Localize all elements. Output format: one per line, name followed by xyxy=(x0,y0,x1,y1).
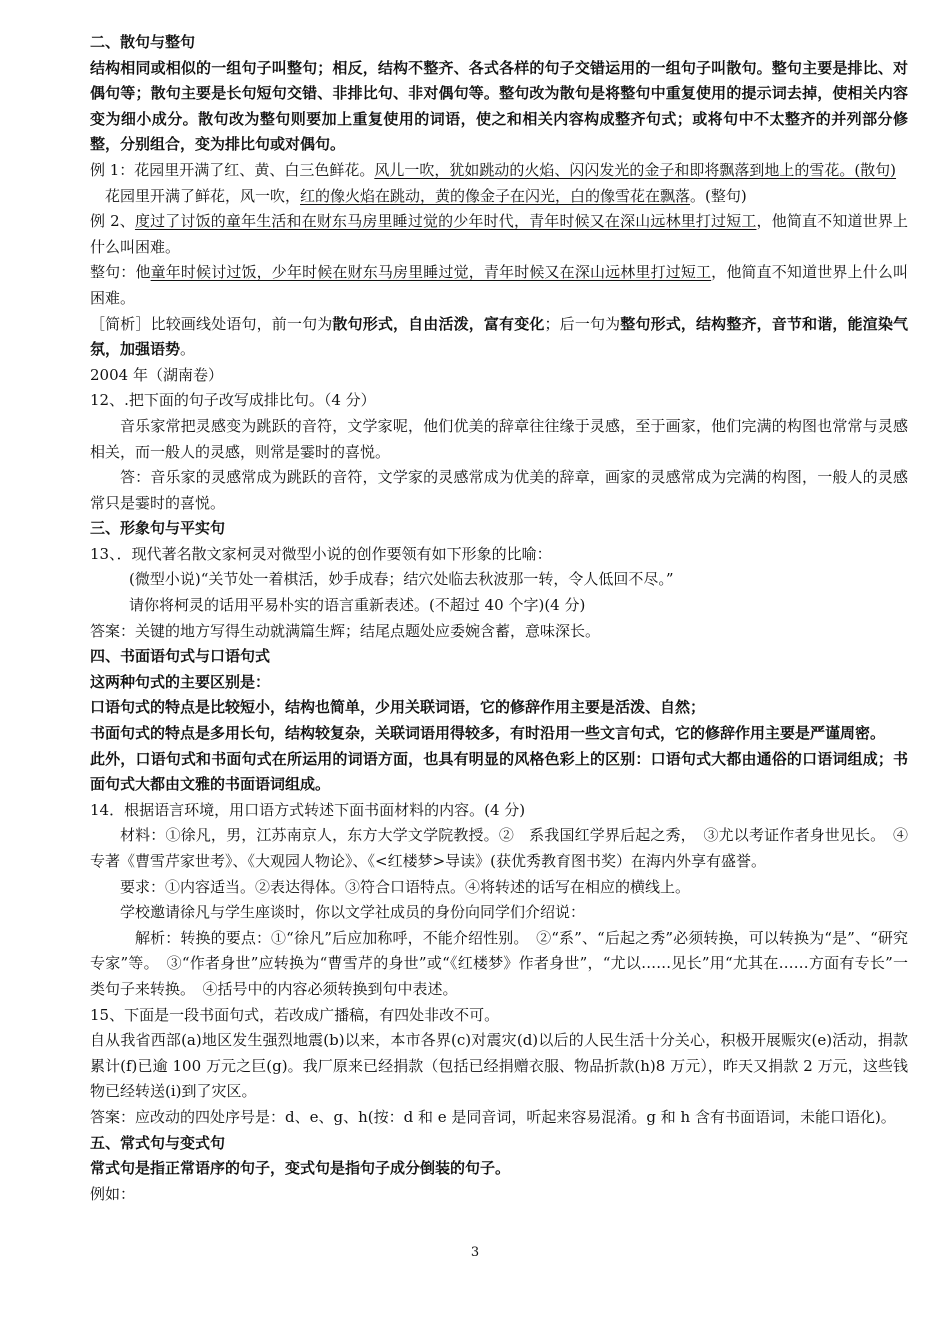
question-13: 13、．现代著名散文家柯灵对微型小说的创作要领有如下形象的比喻： xyxy=(90,544,552,563)
page-number: 3 xyxy=(470,1245,480,1260)
question-13-requirement: 请你将柯灵的话用平易朴实的语言重新表述。(不超过 40 个字)(4 分) xyxy=(129,596,586,615)
section-heading-2: 二、散句与整句 xyxy=(90,33,196,51)
document-page xyxy=(90,30,908,1207)
section-4-line-4: 此外，口语句式和书面句式在所运用的词语方面，也具有明显的风格色彩上的区别：口语句式大都由通俗的口语词组成；书面句式大都由文雅的书面语词组成。 xyxy=(90,749,908,794)
exam-year: 2004 年（湖南卷） xyxy=(90,365,223,384)
example-2-regular: 整句：他童年时候讨过饭，少年时候在财东马房里睡过觉，青年时候又在深山远林里打过短工，他简直不知道世界上什么叫困难。 xyxy=(90,263,908,307)
analysis-note: ［简析］比较画线处语句，前一句为散句形式，自由活泼，富有变化；后一句为整句形式，结构整齐，音节和谐，能渲染气氛，加强语势。 xyxy=(90,314,908,359)
question-12-answer: 答：音乐家的灵感常成为跳跃的音符，文学家的灵感常成为优美的辞章，画家的灵感常成为完满的构图，一般人的灵感常只是霎时的喜悦。 xyxy=(90,468,908,512)
question-13-quote: (微型小说)“关节处一着棋活，妙手成春；结穴处临去秋波那一转，令人低回不尽。” xyxy=(129,570,674,589)
section-heading-5: 五、常式句与变式句 xyxy=(90,1133,226,1152)
question-14-context: 学校邀请徐凡与学生座谈时，你以文学社成员的身份向同学们介绍说： xyxy=(120,903,586,922)
section-4-line-2: 口语句式的特点是比较短小，结构也简单，少用关联词语，它的修辞作用主要是活泼、自然； xyxy=(90,698,706,717)
section-4-line-3: 书面句式的特点是多用长句，结构较复杂，关联词语用得较多，有时沿用一些文言句式，它的修辞作用主要是严谨周密。 xyxy=(90,724,886,743)
section-heading-3: 三、形象句与平实句 xyxy=(90,519,226,538)
example-1-regular: 花园里开满了鲜花，风一吹，红的像火焰在跳动，黄的像金子在闪光，白的像雪花在飘落。(整句) xyxy=(105,186,747,205)
question-13-answer: 答案：关键的地方写得生动就满篇生辉；结尾点题处应委婉含蓄，意味深长。 xyxy=(90,621,601,640)
question-12: 12、.把下面的句子改写成排比句。（4 分） xyxy=(90,391,376,410)
section-5-example-label: 例如： xyxy=(90,1184,136,1203)
section-5-definition: 常式句是指正常语序的句子，变式句是指句子成分倒装的句子。 xyxy=(90,1159,511,1178)
question-14-analysis: 解析：转换的要点：①“徐凡”后应加称呼，不能介绍性别。 ②“系”、“后起之秀”必须转换，可以转换为“是”、“研究专家”等。 ③“作者身世”应转换为“曹雪芹的身世”或“《红楼梦》作者身世”，“尤以……见长”用“尤其在……方面有专长”一类句子来转换。 ④括号中的内容必须转换到句中表述。 xyxy=(90,928,908,998)
question-15-answer: 答案：应改动的四处序号是：d、e、g、h(按：d 和 e 是同音词，听起来容易混淆。g 和 h 含有书面语词，未能口语化)。 xyxy=(90,1107,896,1126)
example-1-scattered: 例 1：花园里开满了红、黄、白三色鲜花。风儿一吹，犹如跳动的火焰、闪闪发光的金子和即将飘落到地上的雪花。(散句) xyxy=(90,160,897,179)
question-15: 15、下面是一段书面句式，若改成广播稿，有四处非改不可。 xyxy=(90,1005,500,1024)
section-4-line-1: 这两种句式的主要区别是： xyxy=(90,672,271,691)
section-heading-4: 四、书面语句式与口语句式 xyxy=(90,647,271,666)
example-2-scattered: 例 2、度过了讨饭的童年生活和在财东马房里睡过觉的少年时代，青年时候又在深山远林里打过短工，他简直不知道世界上什么叫困难。 xyxy=(90,212,908,256)
question-12-text: 音乐家常把灵感变为跳跃的音符，文学家呢，他们优美的辞章往往缘于灵感，至于画家，他们完满的构图也常常与灵感相关，而一般人的灵感，则常是霎时的喜悦。 xyxy=(90,416,908,461)
section-2-definition: 结构相同或相似的一组句子叫整句；相反，结构不整齐、各式各样的句子交错运用的一组句子叫散句。整句主要是排比、对偶句等；散句主要是长句短句交错、非排比句、非对偶句等。整句改为散句是将整句中重复使用的提示词去掉，使相关内容变为细小成分。散句改为整句则要加上重复使用的词语，使之和相关内容构成整齐句式；或将句中不太整齐的并列部分修整，分别组合，变为排比句或对偶句。 xyxy=(90,58,908,154)
question-15-text: 自从我省西部(a)地区发生强烈地震(b)以来，本市各界(c)对震灾(d)以后的人民生活十分关心，积极开展赈灾(e)活动，捐款累计(f)已逾 100 万元之巨(g)。我厂原来已经捐款（包括已经捐赠衣服、物品折款(h)8 万元），昨天又捐款 2 万元，这些钱物已经转送(i)到了灾区。 xyxy=(90,1031,908,1101)
question-14-requirement: 要求：①内容适当。②表达得体。③符合口语特点。④将转述的话写在相应的横线上。 xyxy=(120,877,691,896)
question-14: 14．根据语言环境，用口语方式转述下面书面材料的内容。(4 分) xyxy=(90,800,526,819)
question-14-material: 材料：①徐凡，男，江苏南京人，东方大学文学院教授。② 系我国红学界后起之秀， ③尤以考证作者身世见长。 ④专著《曹雪芹家世考》、《大观园人物论》、《<红楼梦>导读》(获优秀教育图书奖）在海内外享有盛誉。 xyxy=(90,826,908,870)
